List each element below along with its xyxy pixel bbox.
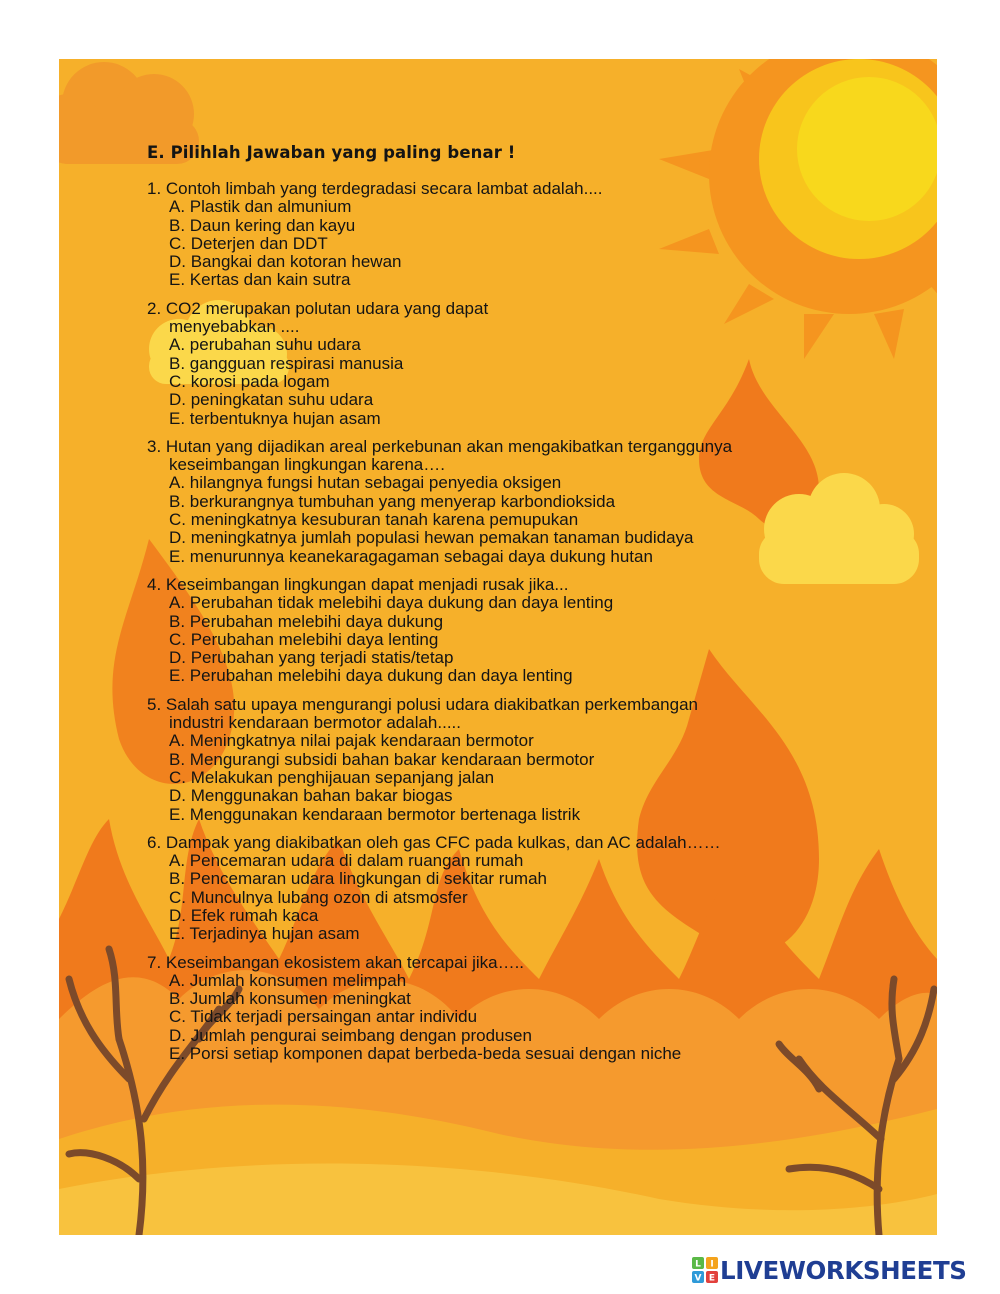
answer-option: D. Bangkai dan kotoran hewan	[169, 252, 402, 272]
question-text: 7. Keseimbangan ekosistem akan tercapai jika…..	[147, 952, 525, 972]
question-text: 1. Contoh limbah yang terdegradasi secara lambat adalah....	[147, 179, 603, 198]
question-5	[147, 696, 867, 824]
answer-option: D. Menggunakan bahan bakar biogas	[169, 786, 453, 806]
answer-option: A. hilangnya fungsi hutan sebagai penyedia oksigen	[169, 473, 562, 493]
worksheet-page	[59, 59, 937, 1235]
section-title: E. Pilihlah Jawaban yang paling benar !	[147, 143, 516, 162]
question-4	[147, 576, 867, 686]
answer-option: E. Perubahan melebihi daya dukung dan daya lenting	[169, 666, 573, 686]
logo-letter: V	[694, 1273, 702, 1283]
question-text: 3. Hutan yang dijadikan areal perkebunan akan mengakibatkan terganggunya	[147, 436, 733, 456]
liveworksheets-branding	[692, 1255, 967, 1285]
question-2	[147, 300, 867, 428]
question-text: menyebabkan ....	[169, 317, 300, 337]
answer-option: A. Perubahan tidak melebihi daya dukung dan daya lenting	[169, 593, 614, 613]
answer-option: C. Melakukan penghijauan sepanjang jalan	[169, 767, 495, 787]
answer-option: A. Meningkatnya nilai pajak kendaraan bermotor	[169, 731, 534, 751]
brand-name: LIVEWORKSHEETS	[720, 1255, 967, 1285]
answer-option: E. Menggunakan kendaraan bermotor bertenaga listrik	[169, 804, 581, 824]
question-text: 5. Salah satu upaya mengurangi polusi udara diakibatkan perkembangan	[147, 694, 698, 714]
answer-option: C. Perubahan melebihi daya lenting	[169, 629, 439, 649]
answer-option: E. Terjadinya hujan asam	[169, 924, 360, 944]
answer-option: B. Jumlah konsumen meningkat	[169, 989, 411, 1009]
logo-letter: L	[695, 1259, 701, 1270]
answer-option: A. Pencemaran udara di dalam ruangan rumah	[169, 851, 524, 871]
answer-option: E. Kertas dan kain sutra	[169, 270, 351, 290]
answer-option: D. peningkatan suhu udara	[169, 390, 374, 410]
answer-option: E. menurunnya keanekaragagaman sebagai daya dukung hutan	[169, 546, 653, 566]
question-text: industri kendaraan bermotor adalah.....	[169, 713, 462, 733]
liveworksheets-logo-icon	[692, 1257, 718, 1283]
answer-option: B. Daun kering dan kayu	[169, 215, 356, 235]
answer-option: C. meningkatnya kesuburan tanah karena pemupukan	[169, 510, 579, 530]
answer-option: E. terbentuknya hujan asam	[169, 408, 381, 428]
answer-option: B. Pencemaran udara lingkungan di sekitar rumah	[169, 869, 547, 889]
question-6	[147, 834, 867, 944]
answer-option: D. Efek rumah kaca	[169, 905, 319, 925]
answer-option: B. berkurangnya tumbuhan yang menyerap karbondioksida	[169, 491, 616, 511]
question-1	[147, 180, 867, 290]
answer-option: D. meningkatnya jumlah populasi hewan pemakan tanaman budidaya	[169, 528, 694, 548]
question-text: 4. Keseimbangan lingkungan dapat menjadi rusak jika...	[147, 574, 569, 594]
questions-content	[147, 143, 867, 1073]
answer-option: D. Perubahan yang terjadi statis/tetap	[169, 648, 454, 668]
answer-option: B. Perubahan melebihi daya dukung	[169, 611, 444, 631]
question-text: 2. CO2 merupakan polutan udara yang dapat	[147, 298, 489, 318]
answer-option: B. gangguan respirasi manusia	[169, 353, 404, 373]
answer-option: C. korosi pada logam	[169, 371, 330, 391]
answer-option: E. Porsi setiap komponen dapat berbeda-beda sesuai dengan niche	[169, 1044, 682, 1064]
answer-option: D. Jumlah pengurai seimbang dengan produsen	[169, 1025, 532, 1045]
question-text: 6. Dampak yang diakibatkan oleh gas CFC pada kulkas, dan AC adalah……	[147, 832, 721, 852]
logo-letter: I	[710, 1259, 714, 1270]
answer-option: A. perubahan suhu udara	[169, 335, 361, 355]
answer-option: C. Munculnya lubang ozon di atsmosfer	[169, 887, 468, 907]
question-7	[147, 954, 867, 1064]
answer-option: C. Tidak terjadi persaingan antar individu	[169, 1007, 478, 1027]
logo-letter: E	[708, 1273, 716, 1283]
question-text: keseimbangan lingkungan karena….	[169, 455, 445, 475]
answer-option: A. Plastik dan almunium	[169, 197, 352, 217]
question-3	[147, 438, 867, 566]
answer-option: A. Jumlah konsumen melimpah	[169, 970, 407, 990]
answer-option: B. Mengurangi subsidi bahan bakar kendaraan bermotor	[169, 749, 595, 769]
answer-option: C. Deterjen dan DDT	[169, 233, 328, 253]
question-list	[147, 180, 867, 1063]
